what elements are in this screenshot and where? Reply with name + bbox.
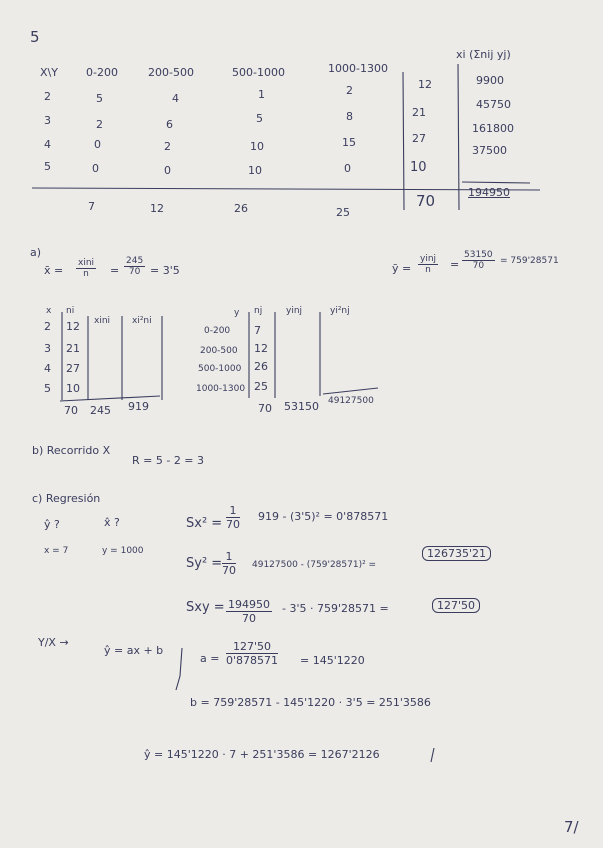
- page-number-bottom: 7/: [564, 818, 579, 836]
- xt-ni: 12: [66, 320, 80, 333]
- row-x: 3: [44, 114, 51, 127]
- table-total-rule: [32, 188, 540, 190]
- cell: 1: [258, 88, 265, 101]
- given-x: x = 7: [44, 546, 69, 556]
- a-frac: $\frac{127'50}{0'878571}$: [226, 640, 279, 667]
- yt-y: 0-200: [204, 326, 231, 336]
- sx2-rhs: 919 - (3'5)² = 0'878571: [258, 510, 389, 523]
- part-b-label: b) Recorrido X: [32, 444, 111, 457]
- row-x: 4: [44, 138, 51, 151]
- cell: 5: [256, 112, 263, 125]
- ni-cell: 10: [410, 160, 427, 175]
- final-prediction: ŷ = 145'1220 · 7 + 251'3586 = 1267'2126: [144, 748, 380, 761]
- yt-nj: 7: [254, 324, 261, 337]
- cell: 6: [166, 118, 173, 131]
- xt-ni: 10: [66, 382, 80, 395]
- total-sum: 194950: [468, 186, 510, 199]
- corner-label: X\Y: [40, 66, 58, 79]
- total-col-1: 7: [88, 200, 95, 213]
- xt-x: 2: [44, 320, 51, 333]
- equals-sign: =: [110, 264, 120, 277]
- yt-header-yinj: yinj: [286, 306, 303, 316]
- check-mark: [431, 748, 434, 762]
- col-header-3: 500-1000: [232, 66, 285, 79]
- ybar-frac-2: $\frac{53150}{70}$: [464, 250, 493, 271]
- yt-total: 70: [258, 402, 272, 415]
- xbar-result: = 3'5: [150, 264, 180, 277]
- cell: 0: [94, 138, 101, 151]
- cell: 0: [92, 162, 99, 175]
- ni-cell: 27: [412, 132, 426, 145]
- cell: 8: [346, 110, 353, 123]
- page-number-top: 5: [30, 28, 40, 46]
- sum-cell: 161800: [472, 122, 514, 135]
- ybar-lhs: ȳ =: [392, 262, 412, 275]
- yt-y: 200-500: [200, 346, 238, 356]
- ni-cell: 21: [412, 106, 426, 119]
- cell: 10: [248, 164, 262, 177]
- sx2-frac: $\frac{1}{70}$: [226, 504, 240, 531]
- yt-header-nj: nj: [254, 306, 263, 316]
- xt-x: 4: [44, 362, 51, 375]
- sxy-result: 127'50: [432, 598, 480, 613]
- yt-header-yi2nj: yi²nj: [330, 306, 350, 316]
- yt-total-rule: [323, 388, 378, 394]
- sum-header: xi (Σnij yj): [456, 48, 511, 61]
- cell: 0: [344, 162, 351, 175]
- xbar-frac-2: $\frac{245}{70}$: [126, 256, 144, 277]
- cell: 4: [172, 92, 179, 105]
- xt-header-xini: xini: [94, 316, 111, 326]
- range-formula: R = 5 - 2 = 3: [132, 454, 205, 467]
- yt-header-y: y: [234, 308, 240, 318]
- cell: 5: [96, 92, 103, 105]
- sum-cell: 45750: [476, 98, 511, 111]
- cell: 0: [164, 164, 171, 177]
- part-c-label: c) Regresión: [32, 492, 101, 505]
- xt-total: 70: [64, 404, 78, 417]
- row-x: 2: [44, 90, 51, 103]
- b-line: b = 759'28571 - 145'1220 · 3'5 = 251'3586: [190, 696, 431, 709]
- xbar-frac-1: xini n: [78, 258, 95, 279]
- xt-total: 919: [128, 400, 149, 413]
- cell: 10: [250, 140, 264, 153]
- total-n: 70: [416, 192, 436, 210]
- question-y: ŷ ?: [44, 518, 60, 531]
- question-x: x̂ ?: [104, 516, 120, 529]
- model-equation: ŷ = ax + b: [104, 644, 164, 657]
- cell: 2: [164, 140, 171, 153]
- sy2-result: 126735'21: [422, 546, 491, 561]
- part-a-label: a): [30, 246, 42, 259]
- yt-total: 49127500: [328, 396, 374, 406]
- total-col-3: 26: [234, 202, 248, 215]
- given-y: y = 1000: [102, 546, 144, 556]
- ni-cell: 12: [418, 78, 432, 91]
- model-lhs: Y/X →: [38, 636, 69, 649]
- xt-header-xi2ni: xi²ni: [132, 316, 152, 326]
- sx2-lhs: Sx² =: [186, 516, 223, 531]
- sum-cell: 9900: [476, 74, 504, 87]
- sxy-lhs: Sxy =: [186, 600, 225, 615]
- xt-ni: 27: [66, 362, 80, 375]
- sy2-lhs: Sy² =: [186, 556, 223, 571]
- a-result: = 145'1220: [300, 654, 365, 667]
- sxy-rhs: - 3'5 · 759'28571 =: [282, 602, 389, 615]
- yt-nj: 26: [254, 360, 268, 373]
- xt-x: 5: [44, 382, 51, 395]
- total-col-4: 25: [336, 206, 350, 219]
- yt-nj: 25: [254, 380, 268, 393]
- ybar-result: = 759'28571: [500, 256, 559, 266]
- yt-total: 53150: [284, 400, 319, 413]
- xt-ni: 21: [66, 342, 80, 355]
- ybar-frac-1: yinj n: [420, 254, 437, 275]
- hook-mark: [176, 648, 182, 690]
- a-lhs: a =: [200, 652, 220, 665]
- col-header-1: 0-200: [86, 66, 118, 79]
- cell: 15: [342, 136, 356, 149]
- cell: 2: [96, 118, 103, 131]
- yt-nj: 12: [254, 342, 268, 355]
- table-sum-divider: [458, 64, 459, 210]
- yt-y: 1000-1300: [196, 384, 246, 394]
- yt-y: 500-1000: [198, 364, 242, 374]
- row-x: 5: [44, 160, 51, 173]
- col-header-4: 1000-1300: [328, 62, 388, 75]
- cell: 2: [346, 84, 353, 97]
- xbar-lhs: x̄ =: [44, 264, 64, 277]
- total-col-2: 12: [150, 202, 164, 215]
- xt-header-x: x: [46, 306, 52, 316]
- equals-sign: =: [450, 258, 460, 271]
- sum-cell: 37500: [472, 144, 507, 157]
- sxy-frac: $\frac{194950}{70}$: [228, 598, 270, 625]
- col-header-2: 200-500: [148, 66, 194, 79]
- xt-total: 245: [90, 404, 111, 417]
- sum-underline: [462, 182, 530, 183]
- sy2-rhs: 49127500 - (759'28571)² =: [252, 560, 377, 570]
- xt-x: 3: [44, 342, 51, 355]
- sy2-frac: $\frac{1}{70}$: [222, 550, 236, 577]
- xt-header-ni: ni: [66, 306, 75, 316]
